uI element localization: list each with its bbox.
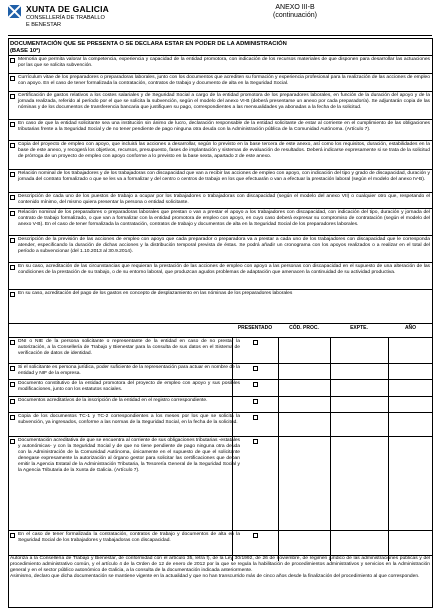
- document-checkbox[interactable]: [10, 292, 15, 297]
- grid-row-text: Copia de los documentos TC-1 y TC-2 correspondientes a los meses por los que se solicita la subvención, ya ingresados, conforme a las normas de la Seguridad Social, en la fecha de la solicitud.: [18, 414, 240, 425]
- org-title: XUNTA DE GALICIA: [26, 4, 110, 14]
- document-item: [8, 55, 433, 69]
- authorization-text: [10, 556, 430, 580]
- col-cod-proc: CÓD. PROC.: [289, 325, 319, 331]
- document-item-text: En caso de que la entidad solicitante sea una institución sin ánimo de lucro, declaración responsable de la entidad solicitante de estar al corriente en el cumplimiento de las obligaciones tributarias frente a la Seguridad Social y de no tener pendiente de pago ninguna otra deuda con la Administración pública de la Comunidad Autónoma. (Artículo 7).: [18, 121, 430, 132]
- document-checkbox[interactable]: [10, 211, 15, 216]
- document-checkbox[interactable]: [10, 439, 15, 444]
- document-item: [8, 91, 433, 111]
- document-item: [8, 192, 433, 206]
- galicia-shield-icon: [8, 5, 21, 18]
- org-sub-line2: E BENESTAR: [26, 21, 62, 28]
- section-title: [10, 41, 287, 55]
- grid-row-text: Si el solicitante es persona jurídica, poder suficiente de la representación para actuar en nombre de la entidad y NIF de la empresa.: [18, 365, 240, 376]
- document-item: [8, 262, 433, 276]
- section-subtitle: (BASE 10ª): [10, 48, 41, 55]
- document-checkbox[interactable]: [10, 143, 15, 148]
- presentado-checkbox[interactable]: [253, 415, 258, 420]
- presentado-checkbox[interactable]: [253, 399, 258, 404]
- annex-subtitle: (continuación): [273, 12, 317, 20]
- page-header: [8, 2, 432, 36]
- document-checkbox[interactable]: [10, 340, 15, 345]
- grid-row: [8, 412, 433, 426]
- authorization-paragraph: Autoriza a la Consellería de Trabajo y Bienestar, de conformidad con el artículo 35, letra f), de la Ley 30/1992, de 26 de noviembre, de régimen jurídico de las administraciones públicas y del procedimiento administrativo común, y el artículo 4 de la Orden de 12 de enero de 2012 por la que se regula la habilitación de procedimientos administrativos y servicios en la Administración general y en el sector público autonómico de Galicia, a la consulta de la documentación indicada anteriormente.: [10, 556, 430, 573]
- grid-row: [8, 396, 433, 404]
- grid-row-text: Documentos acreditativos de la inscripción de la entidad en el registro correspondiente.: [18, 398, 208, 403]
- document-checkbox[interactable]: [10, 533, 15, 538]
- document-item: [8, 169, 433, 183]
- grid-row: [8, 530, 433, 544]
- annex-label: [260, 4, 330, 21]
- org-subtitle: [26, 15, 105, 29]
- grid-row-text: Documento constitutivo de la entidad promotora del proyecto de empleo con apoyo y sus posibles modificaciones, junto con los estatutos sociales.: [18, 381, 240, 392]
- annex-title: ANEXO III-B: [275, 4, 315, 11]
- document-item-text: Copia del proyecto de empleo con apoyo, que incluirá las acciones a desarrollar, según lo previsto en la base tercera de este anexo, así como los requisitos, duración, estabilidades en la base de este anexo, y recogerá los objetivos, recursos, presupuesto, fases de implantación y sistemas de evaluación de resultados. Deberá indicarse expresamente si se trata de la solicitud de prórroga de un proyecto de empleo con apoyo conforme a lo previsto en la base sexta, apartado 2 de este anexo.: [18, 142, 430, 159]
- document-item: [8, 235, 433, 255]
- document-item-text: Certificación de gastos relativos a los costes salariales y de Seguridad Social a cargo de la entidad promotora de los preparadores laborales, en función de la duración del apoyo y de la jornada realizada, referido al período por el que se solicita la subvención, según el modelo del anexo VI-B (deberá presentarse un anexo por cada preparador/a). Se adjuntarán copia de las nóminas y de los documentos de transferencia bancaria que justifiquen su pago, correspondientes a las mensualidades ya abonadas a la fecha de la solicitud.: [18, 93, 430, 110]
- document-checkbox[interactable]: [10, 382, 15, 387]
- document-checkbox[interactable]: [10, 399, 15, 404]
- grid-row: [8, 337, 433, 357]
- presentado-checkbox[interactable]: [253, 382, 258, 387]
- col-expte: EXPTE.: [350, 325, 368, 331]
- org-sub-line1: CONSELLERÍA DE TRABALLO: [26, 15, 105, 21]
- presentado-checkbox[interactable]: [253, 340, 258, 345]
- document-checkbox[interactable]: [10, 366, 15, 371]
- document-item-text: Relación nominal de los trabajadores y de los trabajadoras con discapacidad que van a recibir las acciones de empleo con apoyo, con indicación del tipo y grado de discapacidad, duración y jornada del contrato formalizado o que se les va a formalizar y del centro o centros de trabajo en los que efectuarán o van a efectuar la prestación laboral (según el modelo del anexo IV-B).: [18, 171, 430, 182]
- col-ano: AÑO: [404, 325, 417, 331]
- presentado-checkbox[interactable]: [253, 366, 258, 371]
- document-checkbox[interactable]: [10, 172, 15, 177]
- document-checkbox[interactable]: [10, 58, 15, 63]
- document-item: [8, 119, 433, 133]
- grid-row-text: DNI o NIE de la persona solicitante o representante de la entidad en caso de no prestar la autorización, a la Consellería de Trabajo y Bienestar para la consulta de sus datos en el Sistema de verificación de datos de identidad.: [18, 339, 240, 356]
- grid-row-text: Documentación acreditativa de que se encuentra al corriente de sus obligaciones tributarias -estatales y autonómicas- y con la Seguridad Social y de que no tiene pendiente de pago ninguna otra deuda con la Administración de la Comunidad Autónoma, únicamente en el supuesto de que el solicitante denegase expresamente la autorización al órgano gestor para solicitar las certificaciones que deban emitir la Agencia Estatal de la Administración Tributaria, la Tesorería General de la Seguridad Social y la Agencia Tributaria de la Xunta de Galicia. (Artículo 7).: [18, 438, 240, 473]
- document-item-text: Descripción de la previsión de las acciones de empleo con apoyo que cada preparador o preparadora va a prestar a cada uno de los trabajadores con discapacidad que le corresponda atender, especificando la duración de dichas acciones y la distribución temporal prevista de éstas. Se podrá añadir un cronograma con los apoyos realizados o a realizar en el total del período a subvencionar (del 1.10.2013 al 30.9.2014).: [18, 237, 430, 254]
- document-item: [8, 140, 433, 160]
- header-rule: [8, 35, 432, 36]
- document-item-text: En su caso, acreditación del pago de los gastos en concepto de desplazamiento en las nóminas de los preparadores laborales: [18, 291, 293, 296]
- document-item-text: Currículum vitae de los preparadores o preparadoras laborales, junto con los documentos que acrediten su formación y experiencia profesional para la realización de las acciones de empleo con apoyo. En el caso de tener formalizada la contratación, contratos de trabajo y documento de alta en la Seguridad Social.: [18, 75, 430, 86]
- document-checkbox[interactable]: [10, 122, 15, 127]
- document-item: [8, 208, 433, 228]
- document-checkbox[interactable]: [10, 76, 15, 81]
- document-item-text: En su caso, acreditación de las circunstancias que requieran la prestación de las acciones de empleo con apoyo a las personas con discapacidad en el supuesto de una alteración de las condiciones de la prestación de su trabajo, o de su entorno laboral, que produzcan agudos problemas de adaptación que amenacen la continuidad de su actividad productiva.: [18, 264, 430, 275]
- document-checkbox[interactable]: [10, 195, 15, 200]
- document-item: [8, 289, 433, 297]
- grid-row: [8, 436, 433, 474]
- xunta-logo: [8, 2, 188, 34]
- grid-row: [8, 379, 433, 393]
- declaration-paragraph: Asimismo, declaro que dicha documentación se mantiene vigente en la actualidad y que no han transcurrido más de cinco años desde la finalización del procedimiento al que corresponden.: [10, 573, 420, 579]
- document-checkbox[interactable]: [10, 415, 15, 420]
- document-item-text: Relación nominal de los preparadores o preparadoras laborales que prestan o van a prestar el apoyo a los trabajadores con discapacidad, con indicación del tipo, duración y jornada del contrato de trabajo formalizado, o que van a formalizar con la entidad promotora de empleo con apoyo, en cuyo caso deberá expresar su compromiso de contratación (según el modelo del anexo V-B). En el caso de tener formalizada la contratación, contratos de trabajo y documentos de alta en la Seguridad Social de los preparadores laborales.: [18, 210, 430, 227]
- section-title-text: DOCUMENTACIÓN QUE SE PRESENTA O SE DECLARA ESTAR EN PODER DE LA ADMINISTRACIÓN: [10, 41, 287, 47]
- document-checkbox[interactable]: [10, 238, 15, 243]
- document-item: [8, 73, 433, 87]
- col-presentado: PRESENTADO: [237, 325, 273, 331]
- grid-row: [8, 363, 433, 377]
- grid-row-text: En el caso de tener formalizada la contratación, contratos de trabajo y documentos de alta en la Seguridad Social de los trabajadores y trabajadoras con discapacidad.: [18, 532, 240, 543]
- presentado-checkbox[interactable]: [253, 533, 258, 538]
- document-item-text: Memoria que permita valorar la competencia, experiencia y capacidad de la entidad promotora, con indicación de los recursos materiales de que disponen para desarrollar las actuaciones por las que se solicita subvención.: [18, 57, 430, 68]
- presentado-checkbox[interactable]: [253, 439, 258, 444]
- document-item-text: Descripción de cada uno de los puestos de trabajo a ocupar por los trabajadores o trabajadoras con discapacidad (según el modelo del anexo VII) o cualquier otro que, respetando el contenido mínimo, del mismo quiera presentar la persona o entidad solicitante.: [18, 194, 430, 205]
- document-checkbox[interactable]: [10, 265, 15, 270]
- document-checkbox[interactable]: [10, 94, 15, 99]
